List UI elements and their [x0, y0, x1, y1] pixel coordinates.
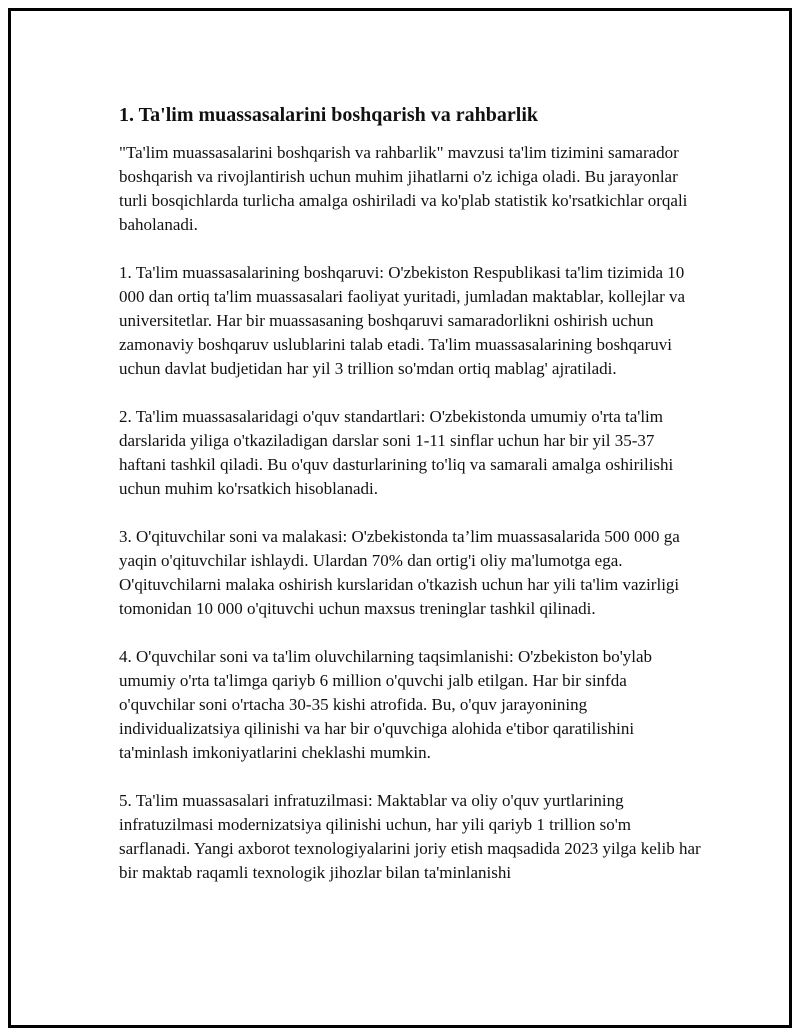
section-heading: 1. Ta'lim muassasalarini boshqarish va rahbarlik: [119, 104, 539, 126]
paragraph-standards: 2. Ta'lim muassasalaridagi o'quv standartlari: O'zbekistonda umumiy o'rta ta'lim darslarida yiliga o'tkaziladigan darslar soni 1-11 sinflar uchun har bir yil 35-37 haftani tashkil qiladi. Bu o'quv dasturlarining to'liq va samarali amalga oshirilishi uchun muhim ko'rsatkich hisoblanadi.: [119, 407, 674, 498]
paragraph-management: 1. Ta'lim muassasalarining boshqaruvi: O'zbekiston Respublikasi ta'lim tizimida 10 000 dan ortiq ta'lim muassasalari faoliyat yuritadi, jumladan maktablar, kollejlar va universitetlar. Har bir muassasaning boshqaruvi samaradorlikni oshirish uchun zamonaviy boshqaruv uslublarini talab etadi. Ta'lim muassasalarining boshqaruvi uchun davlat budjetidan har yil 3 trillion so'mdan ortiq mablag' ajratiladi.: [119, 263, 686, 378]
paragraph-teachers: 3. O'qituvchilar soni va malakasi: O'zbekistonda ta’lim muassasalarida 500 000 ga yaqin o'qituvchilar ishlaydi. Ulardan 70% dan ortig'i oliy ma'lumotga ega. O'qituvchilarni malaka oshirish kurslaridan o'tkazish uchun har yili ta'lim vazirligi tomonidan 10 000 o'qituvchi uchun maxsus treninglar tashkil qilinadi.: [119, 527, 680, 618]
paragraph-infrastructure: 5. Ta'lim muassasalari infratuzilmasi: Maktablar va oliy o'quv yurtlarining infratuzilmasi modernizatsiya qilinishi uchun, har yili qariyb 1 trillion so'm sarflanadi. Yangi axborot texnologiyalarini joriy etish maqsadida 2023 yilga kelib har bir maktab raqamli texnologik jihozlar bilan ta'minlanishi: [119, 791, 701, 882]
intro-paragraph: "Ta'lim muassasalarini boshqarish va rahbarlik" mavzusi ta'lim tizimini samarador boshqarish va rivojlantirish uchun muhim jihatlarni o'z ichiga oladi. Bu jarayonlar turli bosqichlarda turlicha amalga oshiriladi va ko'plab statistik ko'rsatkichlar orqali baholanadi.: [119, 143, 688, 234]
document-body: [119, 101, 704, 885]
page-frame: [8, 8, 792, 1028]
paragraph-students: 4. O'quvchilar soni va ta'lim oluvchilarning taqsimlanishi: O'zbekiston bo'ylab umumiy o'rta ta'limga qariyb 6 million o'quvchi jalb etilgan. Har bir sinfda o'quvchilar soni o'rtacha 30-35 kishi atrofida. Bu, o'quv jarayonining individualizatsiya qilinishi va har bir o'quvchiga alohida e'tibor qaratilishini ta'minlash imkoniyatlarini cheklashi mumkin.: [119, 647, 653, 762]
